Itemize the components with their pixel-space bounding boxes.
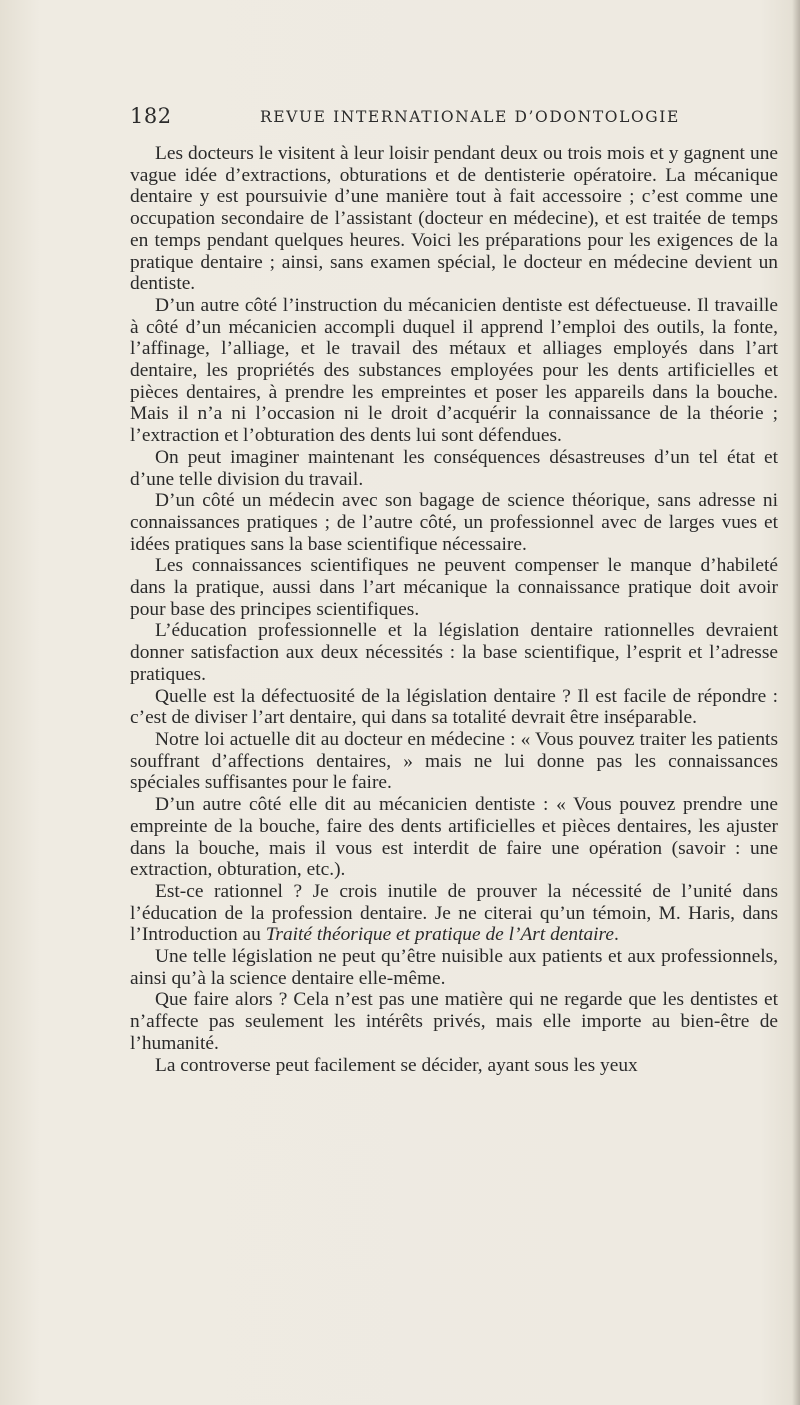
paragraph-rationnel [130,881,778,946]
paragraph: L’éducation professionnelle et la législation dentaire rationnelles devraient donner satisfaction aux deux nécessités : la base scientifique, l’esprit et l’adresse pratiques. [130,620,778,685]
paragraph: On peut imaginer maintenant les conséquences désastreuses d’un tel état et d’une telle division du travail. [130,446,778,490]
paragraph-text: Est-ce rationnel ? Je crois inutile de prouver la nécessité de l’unité dans l’éducation de la profession dentaire. Je ne citerai qu’un témoin, M. Haris, dans l’Introduction au [130,880,778,946]
journal-title: REVUE INTERNATIONALE D’ODONTOLOGIE [260,108,680,126]
page-number: 182 [130,104,172,128]
paragraph: Les connaissances scientifiques ne peuvent compenser le manque d’habileté dans la pratique, aussi dans l’art mécanique la connaissance pratique doit avoir pour base des principes scientifiques. [130,555,778,620]
paragraph: Quelle est la défectuosité de la législation dentaire ? Il est facile de répondre : c’est de diviser l’art dentaire, qui dans sa totalité devrait être inséparable. [130,685,778,729]
paragraph-last: La controverse peut facilement se décider, ayant sous les yeux [155,1054,638,1076]
paragraph: Notre loi actuelle dit au docteur en médecine : « Vous pouvez traiter les patients souffrant d’affections dentaires, » mais ne lui donne pas les connaissances spéciales suffisantes pour le faire. [130,728,778,794]
article-body [130,143,778,1076]
page-edge-shadow [792,0,800,1405]
paragraph: D’un côté un médecin avec son bagage de science théorique, sans adresse ni connaissances pratiques ; de l’autre côté, un professionnel avec de larges vues et idées pratiques sans la base scientifique nécessaire. [130,490,778,555]
book-title-italic: Traité théorique et pratique de l’Art dentaire [265,924,614,946]
paragraph: Les docteurs le visitent à leur loisir pendant deux ou trois mois et y gagnent une vague idée d’extractions, obturations et de dentisterie opératoire. La mécanique dentaire y est poursuivie d’une manière tout à fait accessoire ; c’est comme une occupation secondaire de l’assistant (docteur en médecine), et est traitée de temps en temps pendant quelques heures. Voici les préparations pour les exigences de la pratique dentaire ; ainsi, sans examen spécial, le docteur en médecine devient un dentiste. [130,143,778,295]
paragraph: D’un autre côté elle dit au mécanicien dentiste : « Vous pouvez prendre une empreinte de la bouche, faire des dents artificielles et pièces dentaires, les ajuster dans la bouche, mais il vous est interdit de faire une opération (savoir : une extraction, obturation, etc.). [130,794,778,881]
paragraph: Que faire alors ? Cela n’est pas une matière qui ne regarde que les dentistes et n’affecte pas seulement les intérêts privés, mais elle importe au bien-être de l’humanité. [130,989,778,1054]
paragraph-text-end: . [613,924,619,946]
running-head [130,104,770,132]
paragraph: D’un autre côté l’instruction du mécanicien dentiste est défectueuse. Il travaille à côté d’un mécanicien accompli duquel il apprend l’emploi des outils, la fonte, l’affinage, l’alliage, et le travail des métaux et alliages employés dans l’art dentaire, les propriétés des substances employées pour les dents artificielles et pièces dentaires, à prendre les empreintes et poser les appareils dans la bouche. Mais il n’a ni l’occasion ni le droit d’acquérir la connaissance de la théorie ; l’extraction et l’obturation des dents lui sont défendues. [130,294,778,447]
paragraph: Une telle législation ne peut qu’être nuisible aux patients et aux professionnels, ainsi qu’à la science dentaire elle-même. [130,946,778,989]
